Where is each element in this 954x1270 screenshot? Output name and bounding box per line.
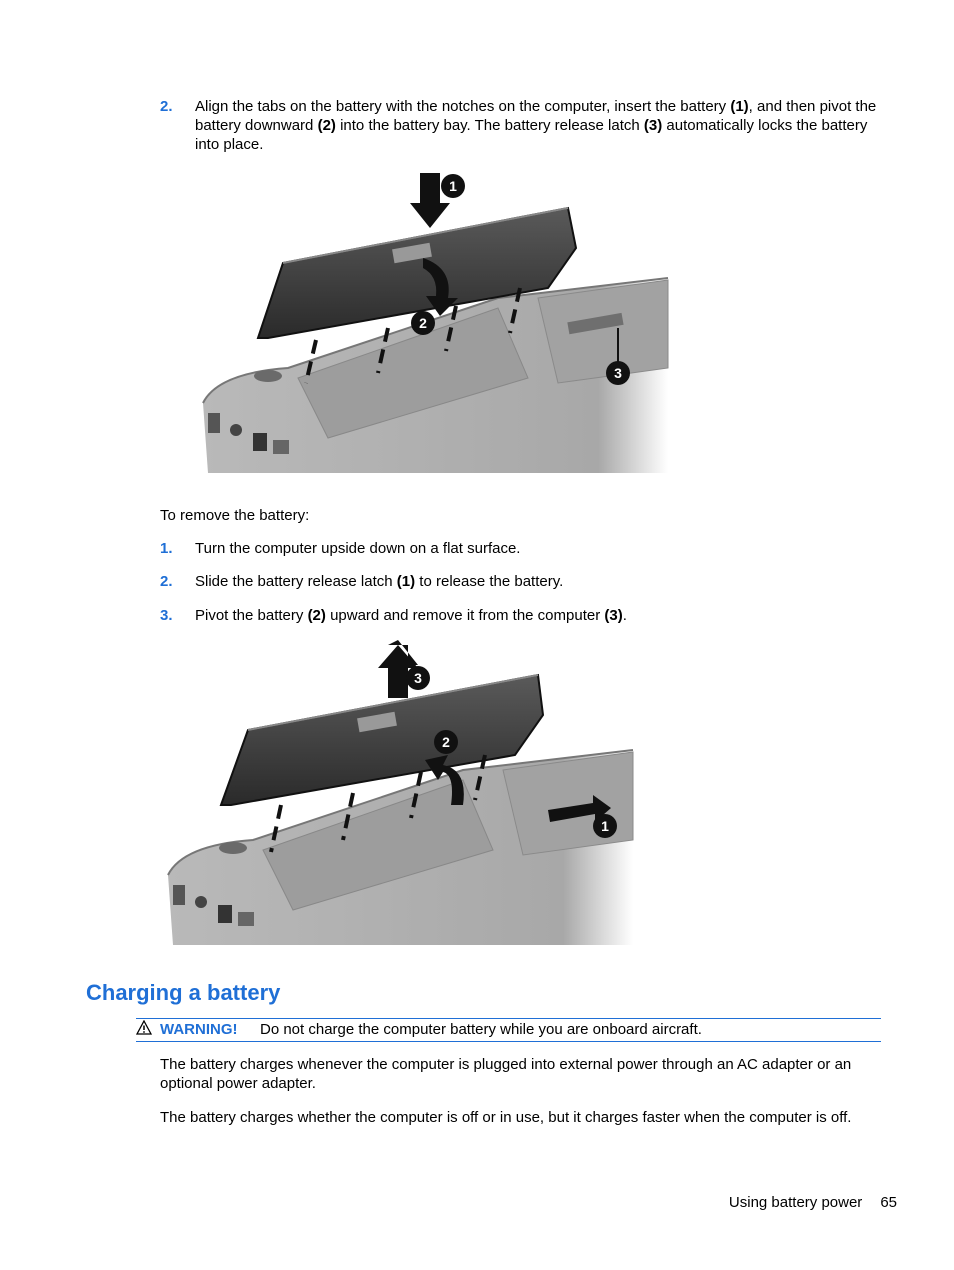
svg-text:3: 3: [614, 365, 622, 381]
step-text: Align the tabs on the battery with the notches on the computer, insert the battery (1), and then pivot the battery downward (2) into the battery bay. The battery release latch (3) automatically locks the battery into place.: [195, 98, 877, 153]
section-heading: Charging a battery: [86, 980, 281, 1005]
paragraph-1: The battery charges whenever the computer is plugged into external power through an AC adapter or an optional power adapter.: [160, 1056, 852, 1092]
callout-3: [406, 666, 430, 690]
callout-2: [411, 311, 435, 335]
step-number: 2.: [160, 573, 173, 590]
battery-insert-illustration: [198, 168, 673, 483]
remove-intro: To remove the battery:: [160, 507, 310, 524]
page-number: 65: [880, 1194, 897, 1211]
svg-text:1: 1: [449, 178, 457, 194]
step-number: 1.: [160, 540, 173, 557]
step-text: Pivot the battery (2) upward and remove it from the computer (3).: [195, 607, 627, 624]
warning-box: [136, 1018, 881, 1042]
svg-text:1: 1: [601, 818, 609, 834]
step-number: 3.: [160, 607, 173, 624]
step-text: Slide the battery release latch (1) to release the battery.: [195, 573, 564, 590]
paragraph-2: The battery charges whether the computer is off or in use, but it charges faster when the computer is off.: [160, 1109, 852, 1126]
warning-text: Do not charge the computer battery while you are onboard aircraft.: [260, 1021, 702, 1038]
svg-text:2: 2: [419, 315, 427, 331]
svg-text:2: 2: [442, 734, 450, 750]
warning-label: WARNING!: [160, 1021, 238, 1038]
page-footer: [711, 1194, 897, 1211]
warning-triangle-icon: [136, 1020, 152, 1036]
callout-2: [434, 730, 458, 754]
footer-section: Using battery power: [728, 1194, 863, 1211]
svg-text:3: 3: [414, 670, 422, 686]
callout-1: [593, 814, 617, 838]
step-text: Turn the computer upside down on a flat surface.: [195, 540, 521, 557]
callout-3: [606, 361, 630, 385]
callout-1: [441, 174, 465, 198]
step-number: 2.: [160, 98, 173, 115]
battery-remove-illustration: [163, 640, 638, 955]
